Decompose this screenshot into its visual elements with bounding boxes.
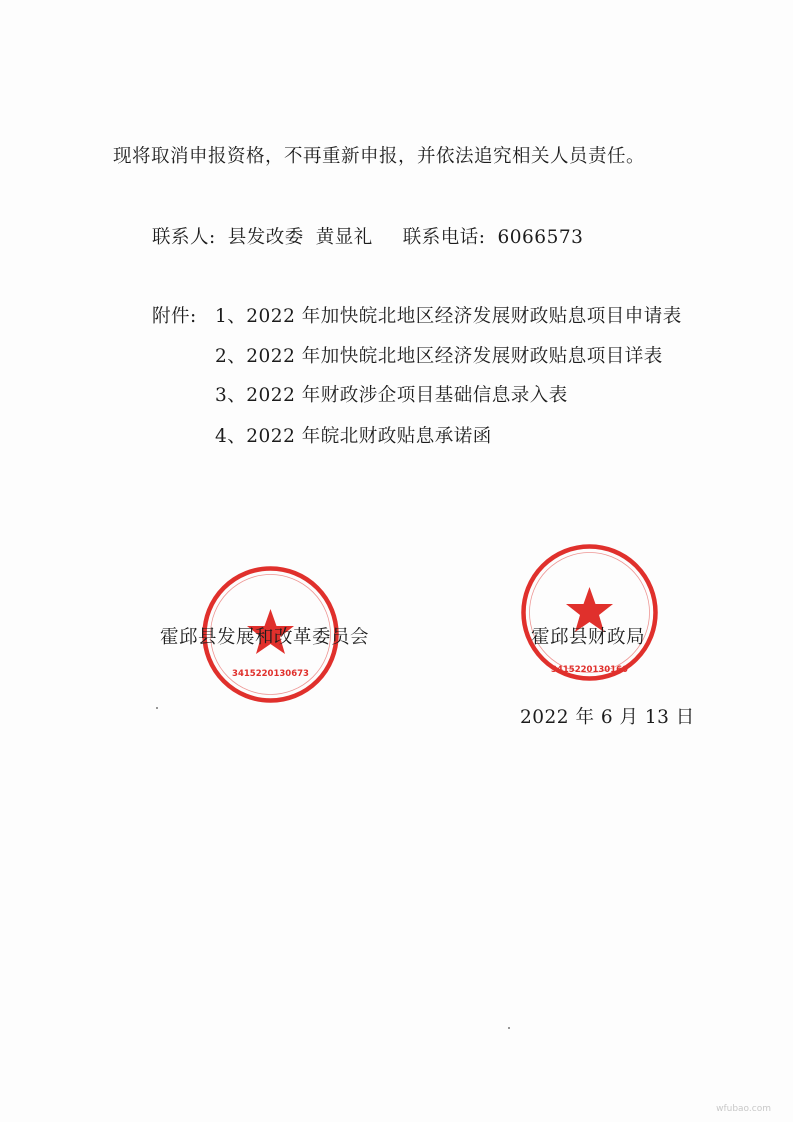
seal-code-left: 3415220130673 <box>232 669 309 679</box>
signature-right-org: 霍邱县财政局 <box>531 627 646 648</box>
watermark: wfubao.com <box>716 1104 771 1114</box>
signature-date: 2022 年 6 月 13 日 <box>520 707 695 728</box>
attachment-item-1: 1、2022 年加快皖北地区经济发展财政贴息项目申请表 <box>215 306 682 327</box>
finance-bureau-seal <box>517 540 662 685</box>
attachment-item-2: 2、2022 年加快皖北地区经济发展财政贴息项目详表 <box>215 346 663 367</box>
contact-phone-label: 联系电话: <box>402 227 486 248</box>
contact-phone: 6066573 <box>497 227 584 248</box>
attachment-item-4: 4、2022 年皖北财政贴息承诺函 <box>215 426 492 447</box>
scan-speck <box>508 1027 510 1029</box>
seal-code-right: 3415220130160 <box>551 665 628 675</box>
seal-stamp-icon <box>517 540 662 685</box>
contact-line <box>152 226 583 250</box>
contact-person: 黄显礼 <box>315 227 373 248</box>
scan-speck <box>156 707 158 709</box>
attachments-label: 附件: <box>152 306 197 327</box>
attachment-item-3: 3、2022 年财政涉企项目基础信息录入表 <box>215 385 568 406</box>
signature-left-org: 霍邱县发展和改革委员会 <box>160 627 370 648</box>
contact-label: 联系人: <box>152 227 216 248</box>
contact-org: 县发改委 <box>227 227 304 248</box>
closing-paragraph: 现将取消申报资格，不再重新申报，并依法追究相关人员责任。 <box>113 146 646 167</box>
